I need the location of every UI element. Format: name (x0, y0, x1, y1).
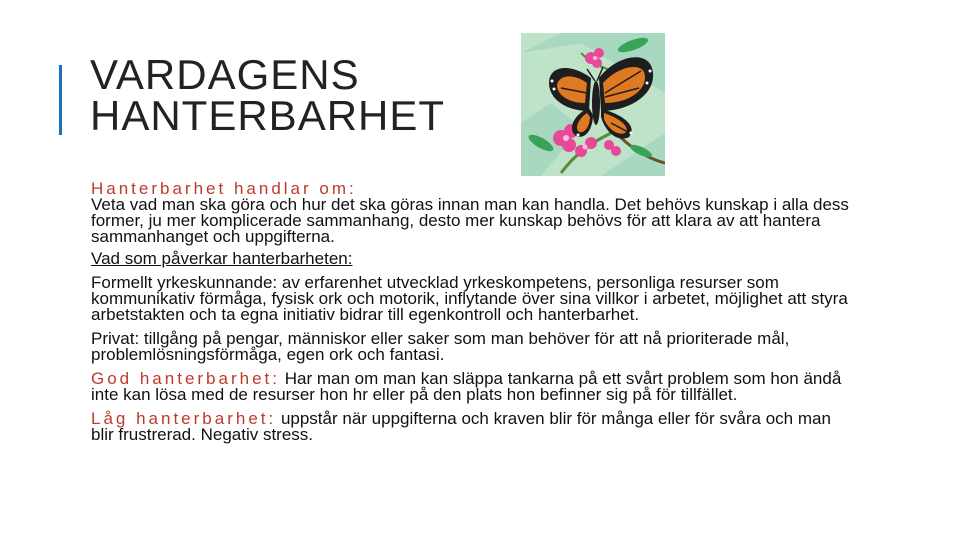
slide-title (90, 51, 446, 139)
heading-hanterbarhet: Hanterbarhet handlar om: (91, 179, 357, 198)
paragraph-factors-heading (91, 251, 851, 267)
paragraph-definition (91, 181, 851, 245)
paragraph-private (91, 331, 851, 363)
formal-skills-text: Formellt yrkeskunnande: av erfarenhet utvecklad yrkeskompetens, personliga resurser som kommunikativ förmåga, fysisk ork och motorik, inflytande över sina villkor i arbetet, möjlighet att styra arbetstakten och ta egna initiativ bidrar till egenkontroll och hanterbarhet. (91, 273, 848, 324)
definition-text: Veta vad man ska göra och hur det ska göras innan man kan handla. Det behövs kunskap i alla dess former, ju mer komplicerade sammanhang, desto mer kunskap behövs för att klara av att hantera sammanhanget och uppgifterna. (91, 195, 849, 246)
good-manageability-text: Har man om man kan släppa tankarna på ett svårt problem som hon ändå inte kan lösa med de resurser hon hr eller på den plats hon befinner sig på för tillfället. (91, 369, 842, 404)
butterfly-on-flowers-clipart (521, 33, 665, 176)
private-text: Privat: tillgång på pengar, människor eller saker som man behöver för att nå prioriterade mål, problemlösningsförmåga, egen ork och fantasi. (91, 329, 790, 364)
paragraph-good-manageability (91, 371, 851, 403)
heading-low-manageability: Låg hanterbarhet: (91, 409, 277, 428)
title-line-1: VARDAGENS (90, 51, 360, 98)
paragraph-low-manageability (91, 411, 851, 443)
body-text (91, 181, 851, 449)
title-accent-bar (59, 65, 62, 135)
title-line-2: HANTERBARHET (90, 92, 446, 139)
low-manageability-text: uppstår när uppgifterna och kraven blir för många eller för svåra och man blir frustrerad. Negativ stress. (91, 409, 831, 444)
paragraph-formal-skills (91, 275, 851, 323)
heading-good-manageability: God hanterbarhet: (91, 369, 280, 388)
factors-heading: Vad som påverkar hanterbarheten: (91, 249, 353, 268)
